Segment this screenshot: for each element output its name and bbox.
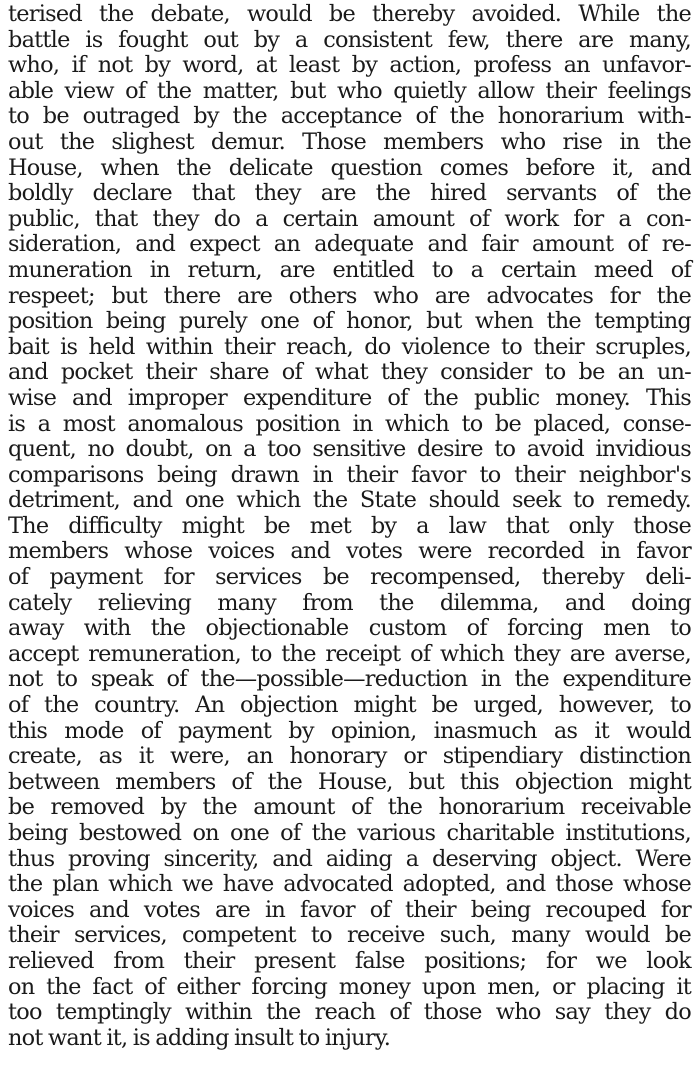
text-line: this mode of payment by opinion, inasmuch as it would bbox=[8, 717, 691, 744]
text-line: members whose voices and votes were recorded in favor bbox=[8, 538, 691, 565]
text-line: of the country. An objection might be urged, however, to bbox=[8, 692, 691, 719]
text-line: to be outraged by the acceptance of the honorarium with- bbox=[8, 103, 691, 130]
text-line: bait is held within their reach, do violence to their scruples, bbox=[8, 333, 691, 360]
text-line: not want it, is adding insult to injury. bbox=[8, 1024, 391, 1051]
text-line: House, when the delicate question comes before it, and bbox=[8, 154, 691, 181]
text-line: away with the objectionable custom of forcing men to bbox=[8, 615, 691, 642]
text-line: their services, competent to receive such, many would be bbox=[8, 922, 691, 949]
text-line: between members of the House, but this objection might bbox=[8, 768, 691, 795]
text-line: who, if not by word, at least by action, profess an unfavor- bbox=[8, 52, 691, 79]
text-line: comparisons being drawn in their favor to their neighbor's bbox=[8, 461, 691, 488]
text-line: able view of the matter, but who quietly allow their feelings bbox=[8, 77, 691, 104]
text-line: accept remuneration, to the receipt of which they are averse, bbox=[8, 640, 691, 667]
text-line: not to speak of the—possible—reduction in the expenditure bbox=[8, 666, 691, 693]
text-line: The difficulty might be met by a law that only those bbox=[8, 512, 691, 539]
text-line: the plan which we have advocated adopted, and those whose bbox=[8, 871, 691, 898]
text-line: being bestowed on one of the various charitable institutions, bbox=[8, 820, 691, 846]
text-line: sideration, and expect an adequate and fair amount of re- bbox=[8, 231, 691, 258]
text-line: terised the debate, would be thereby avoided. While the bbox=[8, 1, 691, 27]
text-line: and pocket their share of what they consider to be an un- bbox=[8, 359, 691, 386]
text-line: cately relieving many from the dilemma, and doing bbox=[8, 589, 691, 616]
text-line: public, that they do a certain amount of work for a con- bbox=[8, 205, 691, 232]
text-line: relieved from their present false positions; for we look bbox=[8, 947, 691, 974]
text-line: thus proving sincerity, and aiding a deserving object. Were bbox=[8, 845, 691, 872]
text-line: on the fact of either forcing money upon men, or placing it bbox=[8, 973, 691, 1000]
text-line: be removed by the amount of the honorarium receivable bbox=[8, 794, 691, 821]
text-line: too temptingly within the reach of those who say they do bbox=[8, 999, 691, 1026]
text-line: out the slighest demur. Those members who rise in the bbox=[8, 128, 691, 155]
text-line: of payment for services be recompensed, thereby deli- bbox=[8, 564, 691, 591]
text-line: respeet; but there are others who are advocates for the bbox=[8, 282, 691, 309]
article-text-column bbox=[8, 2, 691, 1051]
text-line: boldly declare that they are the hired servants of the bbox=[8, 180, 691, 207]
text-line: position being purely one of honor, but when the tempting bbox=[8, 308, 691, 335]
text-line: detriment, and one which the State should seek to remedy. bbox=[8, 487, 691, 514]
text-line: muneration in return, are entitled to a certain meed of bbox=[8, 256, 691, 283]
text-line: is a most anomalous position in which to be placed, conse- bbox=[8, 410, 691, 437]
text-line: voices and votes are in favor of their being recouped for bbox=[8, 896, 691, 923]
text-line: battle is fought out by a consistent few, there are many, bbox=[8, 26, 691, 53]
text-line: wise and improper expenditure of the public money. This bbox=[8, 384, 691, 411]
text-line: create, as it were, an honorary or stipendiary distinction bbox=[8, 743, 691, 770]
text-line: quent, no doubt, on a too sensitive desire to avoid invidious bbox=[8, 436, 691, 463]
